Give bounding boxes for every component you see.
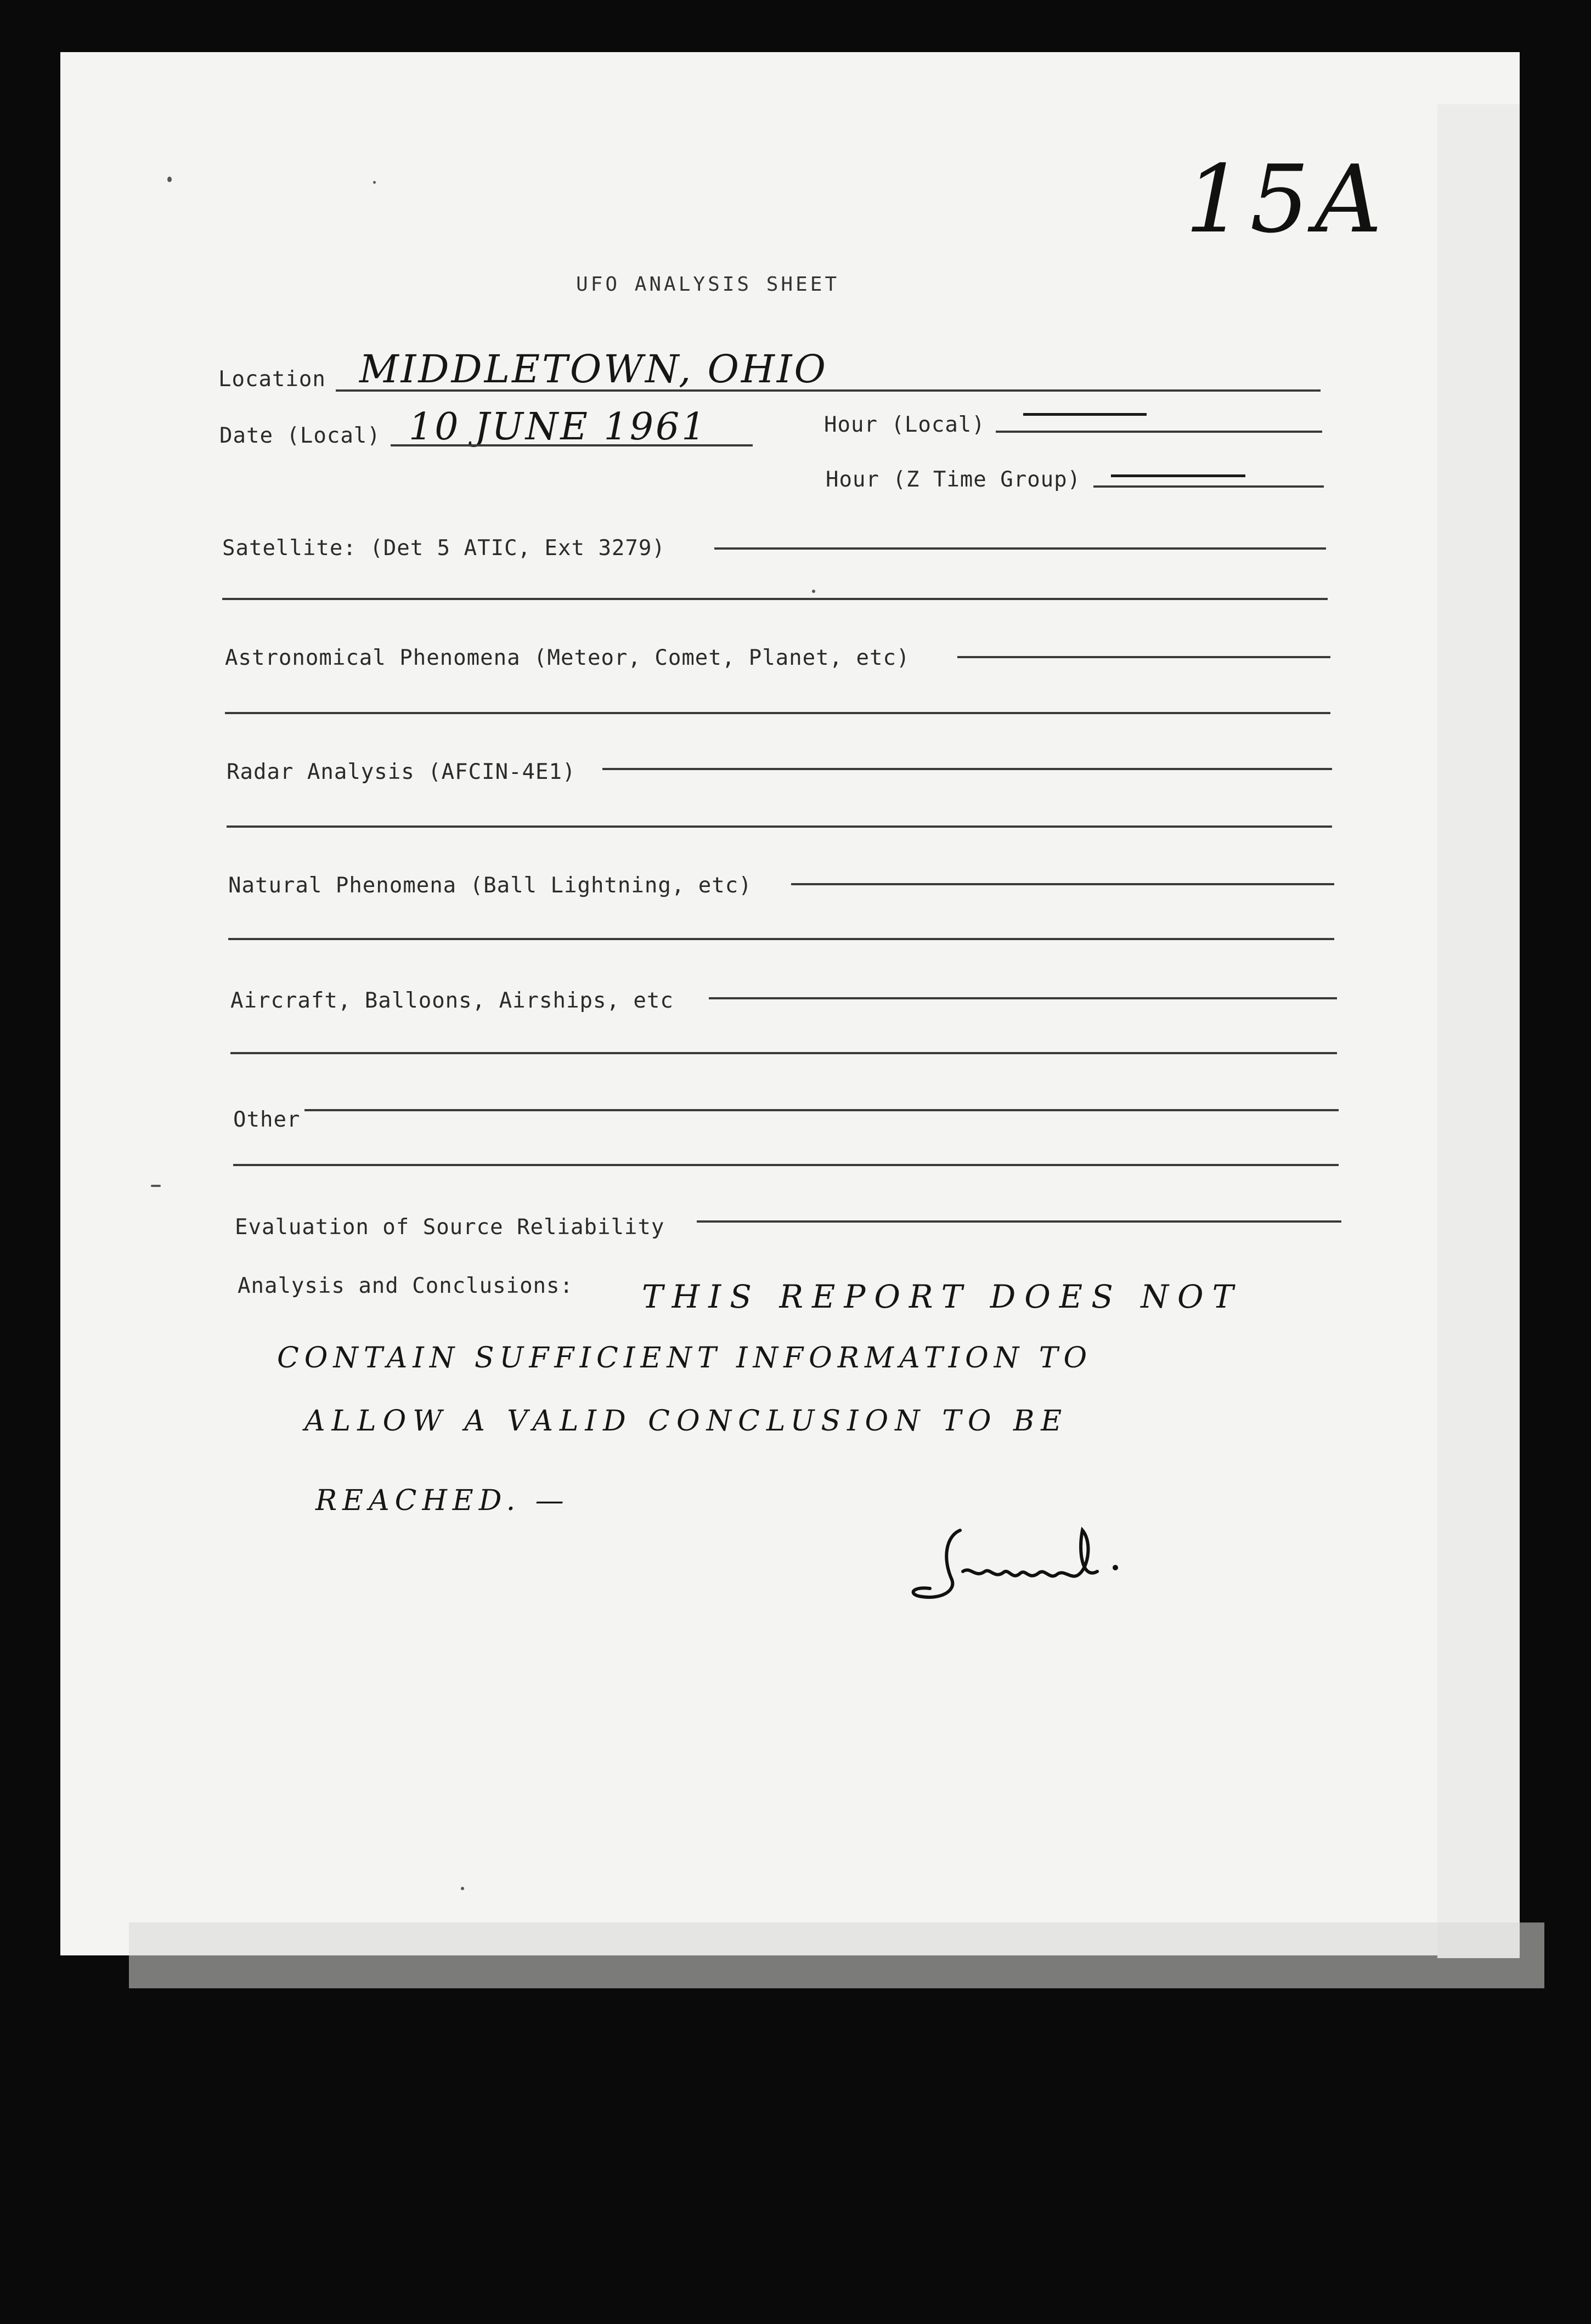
sheet-edge-shade [1437, 104, 1520, 1958]
scan-speck [167, 177, 172, 182]
satellite-line-2 [222, 598, 1328, 600]
analysis-label: Analysis and Conclusions: [238, 1274, 573, 1298]
aircraft-line-1 [709, 997, 1337, 999]
other-label: Other [233, 1107, 301, 1132]
analysis-handwritten-line-1: THIS REPORT DOES NOT [642, 1278, 1243, 1315]
scan-speck [373, 181, 376, 184]
radar-line-2 [227, 825, 1332, 828]
aircraft-line-2 [230, 1052, 1337, 1054]
hour-local-line [996, 431, 1322, 433]
satellite-label: Satellite: (Det 5 ATIC, Ext 3279) [222, 536, 665, 561]
natural-label: Natural Phenomena (Ball Lightning, etc) [228, 873, 752, 898]
analysis-handwritten-line-3: ALLOW A VALID CONCLUSION TO BE [304, 1405, 1069, 1438]
scan-speck [151, 1185, 161, 1187]
aircraft-label: Aircraft, Balloons, Airships, etc [230, 988, 674, 1013]
natural-line-1 [791, 883, 1334, 885]
date-local-line [391, 444, 753, 446]
hour-z-line [1093, 485, 1324, 488]
hour-z-value-dash [1111, 474, 1245, 477]
signature-image [908, 1519, 1193, 1613]
hour-local-label: Hour (Local) [824, 412, 985, 437]
radar-line-1 [602, 768, 1332, 770]
location-line [336, 389, 1321, 392]
date-local-value: 10 JUNE 1961 [409, 405, 708, 449]
evaluation-line [697, 1220, 1341, 1223]
astronomical-line-2 [225, 712, 1330, 714]
hour-local-value-dash [1023, 413, 1147, 416]
evaluation-label: Evaluation of Source Reliability [235, 1215, 665, 1240]
analysis-handwritten-line-2: CONTAIN SUFFICIENT INFORMATION TO [277, 1342, 1093, 1375]
natural-line-2 [228, 938, 1334, 940]
satellite-line-1 [714, 547, 1326, 550]
other-line-2 [233, 1164, 1339, 1166]
date-local-label: Date (Local) [219, 423, 381, 448]
location-value: MIDDLETOWN, OHIO [359, 347, 828, 392]
analysis-handwritten-line-4: REACHED. — [315, 1484, 569, 1517]
radar-label: Radar Analysis (AFCIN-4E1) [227, 760, 576, 784]
location-label: Location [218, 367, 326, 392]
scan-speck [461, 1887, 464, 1890]
page-number-mark: 15A [1185, 145, 1388, 254]
sheet-bottom-shade [129, 1922, 1544, 1988]
form-title: UFO ANALYSIS SHEET [576, 273, 840, 296]
hour-z-label: Hour (Z Time Group) [826, 467, 1081, 492]
astronomical-line-1 [957, 656, 1330, 658]
other-line-1 [304, 1109, 1339, 1111]
astronomical-label: Astronomical Phenomena (Meteor, Comet, Planet, etc) [225, 646, 910, 670]
scan-speck [812, 590, 815, 593]
